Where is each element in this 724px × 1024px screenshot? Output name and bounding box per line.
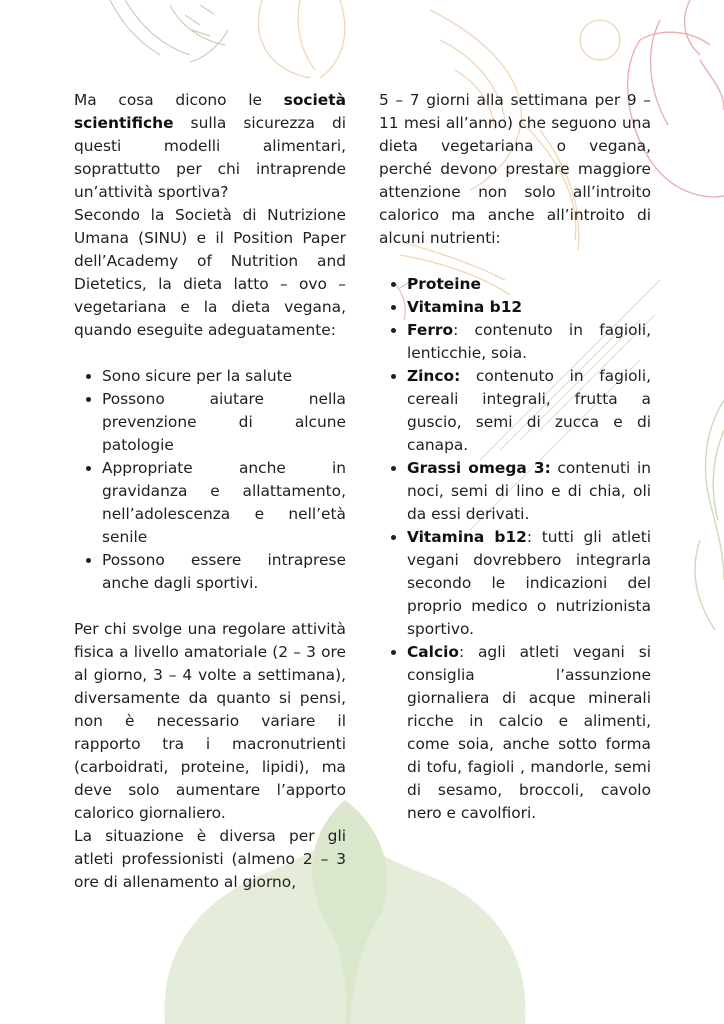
nutrient-item [407, 641, 651, 825]
right-column [379, 89, 651, 825]
intro-text: Ma cosa dicono le [74, 91, 284, 109]
nutrient-name: Zinco: [407, 367, 461, 385]
benefit-item: • Possono aiutare nella prevenzione di alcune patologie [102, 388, 346, 457]
nutrient-description: : contenuto in fagioli, lenticchie, soia. [407, 321, 651, 362]
intro-highlight: società scientifiche [74, 91, 346, 132]
nutrient-name: Vitamina b12 [407, 298, 523, 316]
nutrient-description: contenuto in fagioli, cereali integrali, frutta a guscio, semi di zucca e di canapa. [407, 367, 651, 454]
nutrient-item [407, 319, 651, 365]
benefit-item: • Possono essere intraprese anche dagli sportivi. [102, 549, 346, 595]
nutrient-item [407, 296, 651, 319]
nutrients-list [379, 273, 651, 825]
vegetable-sketch [695, 400, 724, 630]
amateur-paragraph: Per chi svolge una regolare attività fisica a livello amatoriale (2 – 3 ore al giorno, 3 – 4 volte a settimana), diversamente da quanto si pensi, non è necessario variare il rapporto tra i macronutrienti (carboidrati, proteine, lipidi), ma deve solo aumentare l’apporto calorico giornaliero. [74, 620, 346, 822]
nutrient-name: Ferro [407, 321, 454, 339]
intro-text-end: sulla sicurezza di questi modelli alimentari, soprattutto per chi intraprende un’attività sportiva? [74, 114, 346, 201]
nutrient-name: Proteine [407, 275, 481, 293]
nutrient-description: : agli atleti vegani si consiglia l’assunzione giornaliera di acque minerali ricche in calcio e alimenti, come soia, anche sotto forma di tofu, fagioli , mandorle, semi di sesamo, broccoli, cavolo nero e cavolfiori. [407, 643, 651, 822]
nutrient-name: Vitamina b12 [407, 528, 527, 546]
benefits-list [74, 365, 346, 595]
benefit-item: • Appropriate anche in gravidanza e allattamento, nell’adolescenza e nell’età senile [102, 457, 346, 549]
intro-paragraph [74, 89, 346, 204]
professional-paragraph-start: La situazione è diversa per gli atleti professionisti (almeno 2 – 3 ore di allenamento al giorno, [74, 827, 346, 891]
nutrient-item [407, 365, 651, 457]
nutrient-description: contenuti in noci, semi di lino e di chia, oli da essi derivati. [407, 459, 651, 523]
nutrient-item [407, 526, 651, 641]
nutrient-description: : tutti gli atleti vegani dovrebbero integrarla secondo le indicazioni del proprio medico o nutrizionista sportivo. [407, 528, 651, 638]
herb-sketch [110, 0, 228, 62]
nutrient-item [407, 273, 651, 296]
left-column [74, 89, 346, 894]
professional-paragraph-end: 5 – 7 giorni alla settimana per 9 – 11 mesi all’anno) che seguono una dieta vegetariana o vegana, perché devono prestare maggiore attenzione non solo all’introito calorico ma anche all’introito di alcuni nutrienti: [379, 91, 651, 247]
nutrient-item [407, 457, 651, 526]
benefit-item: • Sono sicure per la salute [102, 365, 346, 388]
sinu-paragraph: Secondo la Società di Nutrizione Umana (SINU) e il Position Paper dell’Academy of Nutrition and Dietetics, la dieta latto – ovo – vegetariana e la dieta vegana, quando eseguite adeguatamente: [74, 206, 346, 339]
nutrient-name: Calcio [407, 643, 459, 661]
nutrient-name: Grassi omega 3: [407, 459, 551, 477]
